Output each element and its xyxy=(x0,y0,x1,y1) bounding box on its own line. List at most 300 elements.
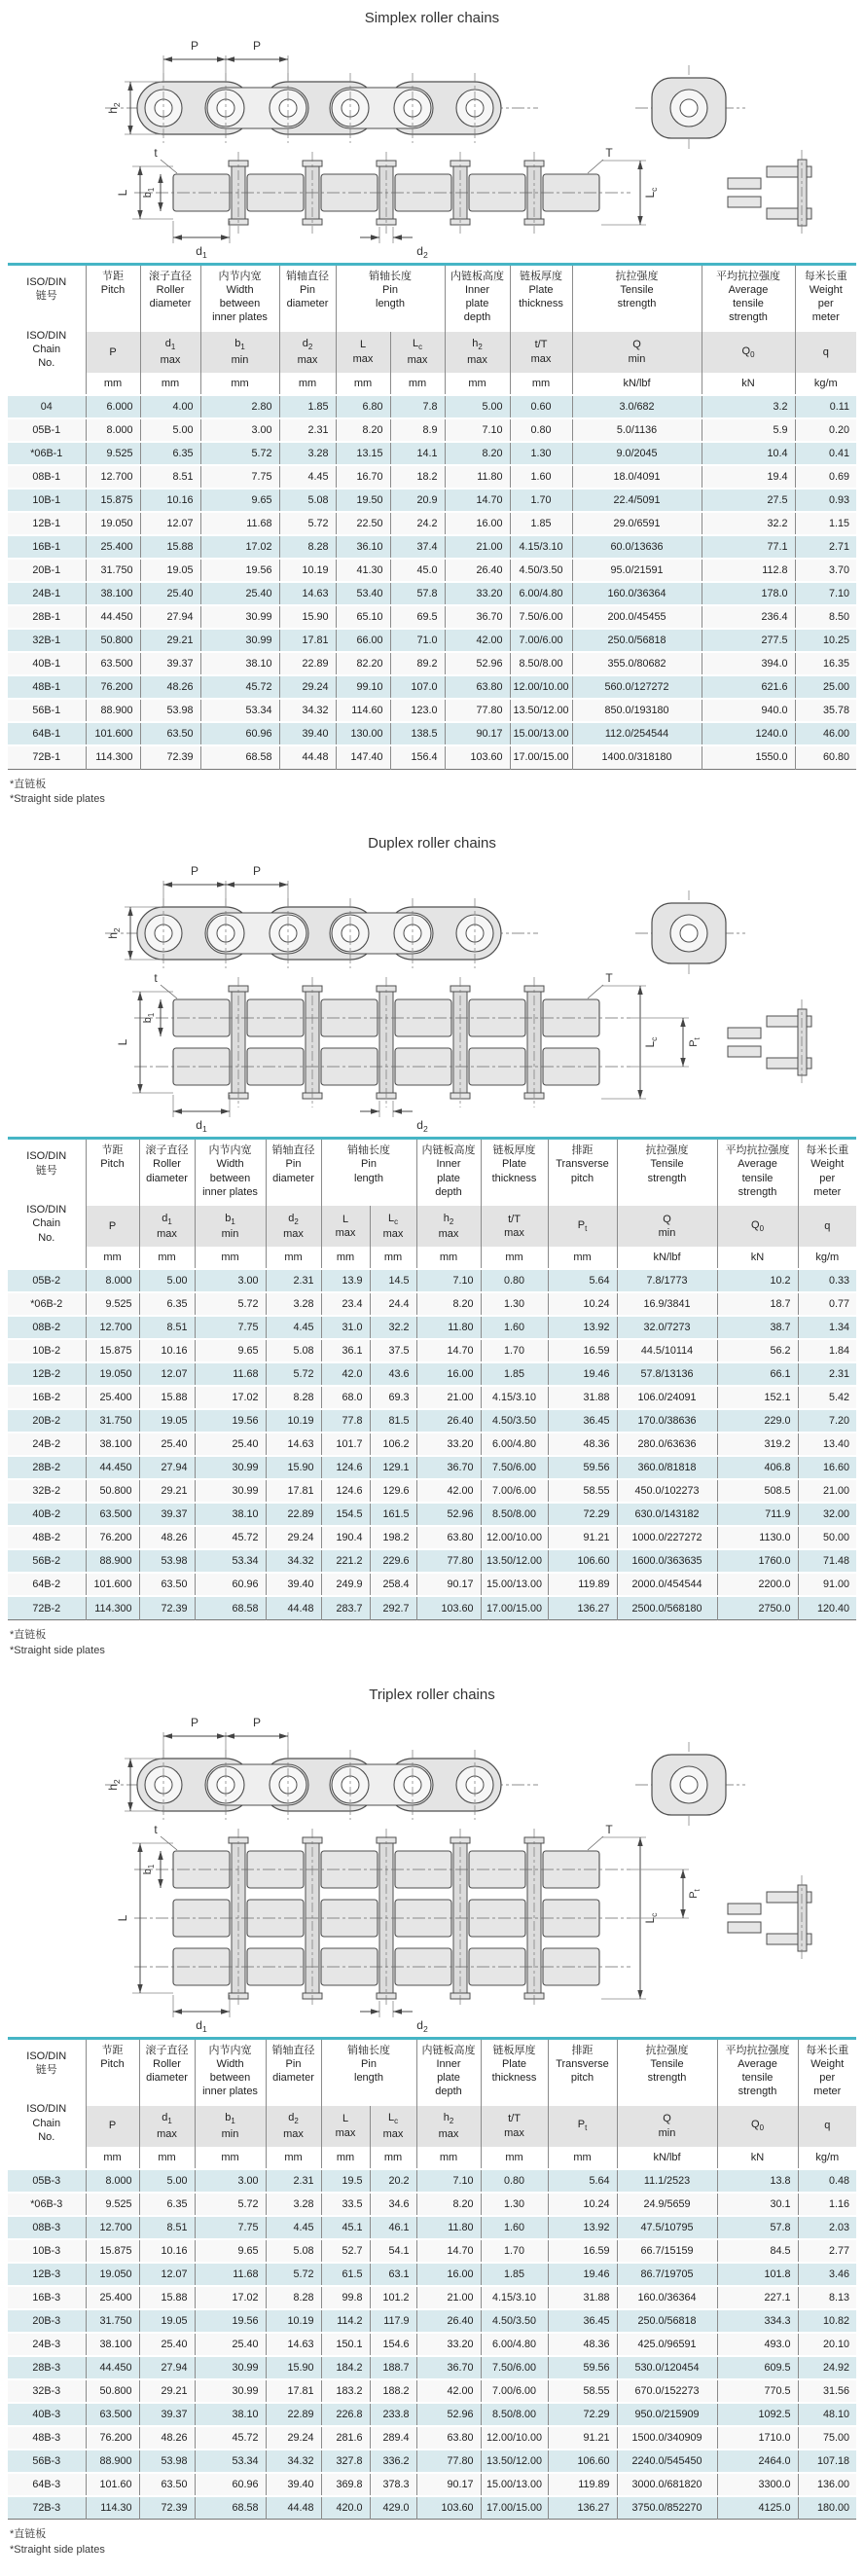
simplex-section xyxy=(0,0,864,825)
cell: 26.40 xyxy=(416,1409,481,1433)
cell: 8.000 xyxy=(86,2169,139,2193)
cell: 32.00 xyxy=(822,1508,849,1521)
table-row xyxy=(8,2263,856,2286)
cell: 21.00 xyxy=(822,1485,849,1498)
simplex-footnotes xyxy=(8,778,856,809)
cell: 450.0/102273 xyxy=(617,1479,717,1503)
symbol-cell: q xyxy=(798,2106,856,2147)
table-row xyxy=(8,2216,856,2239)
cell: 4.45 xyxy=(266,1316,321,1339)
cell: 280.0/63636 xyxy=(617,1433,717,1456)
cell: 114.30 xyxy=(86,2496,139,2520)
cell: 136.27 xyxy=(548,1596,617,1619)
cell: 25.40 xyxy=(195,2333,266,2356)
cell: 72.39 xyxy=(139,1596,195,1619)
cell: 183.2 xyxy=(321,2379,370,2403)
cell: 48B-1 xyxy=(8,675,86,699)
unit-cell: kN/lbf xyxy=(617,2147,717,2169)
table-row xyxy=(8,1409,856,1433)
cell: 101.60 xyxy=(86,2473,139,2496)
cell: 22.89 xyxy=(266,1503,321,1526)
cell: 20B-2 xyxy=(8,1409,86,1433)
cell: 2.03 xyxy=(828,2221,849,2233)
cell: 38.100 xyxy=(86,1433,139,1456)
cell: 91.21 xyxy=(548,1526,617,1549)
table-row xyxy=(8,2309,856,2333)
cell: 63.1 xyxy=(370,2263,416,2286)
cell: 114.60 xyxy=(336,699,390,722)
cell: 5.08 xyxy=(279,489,336,512)
cell: 17.00/15.00 xyxy=(481,1596,548,1619)
cell: 20B-3 xyxy=(8,2309,86,2333)
cell: 850.0/193180 xyxy=(572,699,702,722)
cell: 7.10 xyxy=(416,1269,481,1292)
cell: 53.98 xyxy=(139,1549,195,1573)
col-header-4: 销轴长度 Pin length xyxy=(321,2038,416,2106)
unit-cell: mm xyxy=(266,2147,321,2169)
cell: 11.1/2523 xyxy=(617,2169,717,2193)
dim-label-d1: $d_1$ xyxy=(196,244,207,260)
cell: 86.7/19705 xyxy=(617,2263,717,2286)
table-row xyxy=(8,629,856,652)
cell: 84.5 xyxy=(717,2239,798,2263)
cell: 124.6 xyxy=(321,1456,370,1479)
cell: 227.1 xyxy=(717,2286,798,2309)
cell: 360.0/81818 xyxy=(617,1456,717,1479)
cell: 7.8/1773 xyxy=(617,1269,717,1292)
unit-cell: mm xyxy=(195,1247,266,1269)
simplex-table-host xyxy=(8,263,856,770)
cell: 44.450 xyxy=(86,1456,139,1479)
cell: 30.99 xyxy=(195,1479,266,1503)
cell: 04 xyxy=(8,395,86,418)
cell: 8.20 xyxy=(336,418,390,442)
cell: 72B-3 xyxy=(8,2496,86,2520)
cell: 27.94 xyxy=(140,605,200,629)
triplex-title: Triplex roller chains xyxy=(369,1686,495,1703)
col-header-3: 销轴直径 Pin diameter xyxy=(266,2038,321,2106)
cell: 19.4 xyxy=(702,465,795,489)
cell: 10.4 xyxy=(702,442,795,465)
cell: 69.3 xyxy=(370,1386,416,1409)
symbol-cell: Q min xyxy=(617,2106,717,2147)
cell: 6.35 xyxy=(139,1292,195,1316)
cell: 91.00 xyxy=(822,1578,849,1591)
cell: 5.00 xyxy=(445,395,510,418)
cell: 77.80 xyxy=(416,2449,481,2473)
cell: 57.8/13136 xyxy=(617,1362,717,1386)
cell: 1550.0 xyxy=(702,745,795,769)
cell: 68.0 xyxy=(321,1386,370,1409)
cell: 50.00 xyxy=(822,1532,849,1544)
cell: 29.24 xyxy=(266,2426,321,2449)
dim-label-L: L xyxy=(116,189,129,197)
cell: 1710.0 xyxy=(717,2426,798,2449)
cell: 16.70 xyxy=(336,465,390,489)
side-view xyxy=(116,1823,811,2034)
cell: 3.28 xyxy=(266,1292,321,1316)
cell: 15.00/13.00 xyxy=(481,1573,548,1596)
cell: 101.600 xyxy=(86,1573,139,1596)
cell: 48.10 xyxy=(822,2408,849,2420)
cell: 40B-3 xyxy=(8,2403,86,2426)
unit-cell: kg/m xyxy=(815,1252,840,1264)
col-header-8: 平均抗拉强度 Average tensile strength xyxy=(702,265,795,333)
symbol-cell: $d_2$ max xyxy=(279,332,336,373)
cell: 8.51 xyxy=(140,465,200,489)
cell: 0.80 xyxy=(481,2169,548,2193)
cell: 233.8 xyxy=(370,2403,416,2426)
cell: 21.00 xyxy=(416,2286,481,2309)
triplex-chain-diagram xyxy=(8,1707,856,2035)
cell: 101.2 xyxy=(370,2286,416,2309)
cell: 38.100 xyxy=(86,2333,139,2356)
cell: 60.96 xyxy=(195,2473,266,2496)
cell: 12B-2 xyxy=(8,1362,86,1386)
cell: 0.48 xyxy=(828,2174,849,2187)
table-row xyxy=(8,489,856,512)
unit-cell: kN/lbf xyxy=(572,373,702,395)
cell: 18.2 xyxy=(390,465,445,489)
cell: 52.96 xyxy=(445,652,510,675)
col-header-6: 链板厚度 Plate thickness xyxy=(481,1139,548,1207)
plan-view xyxy=(105,864,745,976)
cell: 6.35 xyxy=(140,442,200,465)
cell: 52.96 xyxy=(416,2403,481,2426)
cell: 319.2 xyxy=(717,1433,798,1456)
symbol-cell: $b_1$ min xyxy=(200,332,279,373)
cell: 12.00/10.00 xyxy=(510,675,572,699)
cell: 1.85 xyxy=(481,2263,548,2286)
cell: 0.80 xyxy=(510,418,572,442)
symbol-cell: P xyxy=(86,332,140,373)
cell: 58.55 xyxy=(548,1479,617,1503)
unit-cell: kg/m xyxy=(813,378,838,389)
cell: 334.3 xyxy=(717,2309,798,2333)
cell: 8.28 xyxy=(266,2286,321,2309)
dim-label-b1: $b_1$ xyxy=(142,187,156,199)
cell: 58.55 xyxy=(548,2379,617,2403)
chain-no-header: ISO/DIN 链号 ISO/DIN Chain No. xyxy=(8,2038,86,2169)
symbol-cell: $b_1$ min xyxy=(195,2106,266,2147)
cell: 24.2 xyxy=(390,512,445,535)
cell: 31.750 xyxy=(86,1409,139,1433)
cell: 10.24 xyxy=(548,2193,617,2216)
cell: 6.00/4.80 xyxy=(510,582,572,605)
col-header-10: 每米长重 Weight per meter xyxy=(806,1144,849,1198)
table-row xyxy=(8,418,856,442)
cell: 17.02 xyxy=(195,2286,266,2309)
cell: 47.5/10795 xyxy=(617,2216,717,2239)
table-row xyxy=(8,1292,856,1316)
cell: 12.700 xyxy=(86,465,140,489)
dim-label-d2: $d_2$ xyxy=(416,1118,428,1135)
cell: 56B-2 xyxy=(8,1549,86,1573)
cell: 106.2 xyxy=(370,1433,416,1456)
cell: 106.60 xyxy=(548,1549,617,1573)
cell: 0.20 xyxy=(828,424,849,436)
cell: 530.0/120454 xyxy=(617,2356,717,2379)
cell: 0.69 xyxy=(828,471,849,483)
cell: 188.2 xyxy=(370,2379,416,2403)
cell: 940.0 xyxy=(702,699,795,722)
cell: 5.72 xyxy=(266,2263,321,2286)
cell: 11.80 xyxy=(416,2216,481,2239)
unit-cell: mm xyxy=(200,373,279,395)
col-header-7: 排距 Transverse pitch xyxy=(548,2038,617,2106)
col-header-6: 链板厚度 Plate thickness xyxy=(510,265,572,333)
cell: 8.000 xyxy=(86,418,140,442)
cell: 1.70 xyxy=(510,489,572,512)
col-header-2: 内节内宽 Width between inner plates xyxy=(195,1139,266,1207)
unit-cell: mm xyxy=(336,373,390,395)
cell: 56B-1 xyxy=(8,699,86,722)
cell: 160.0/36364 xyxy=(572,582,702,605)
cell: 05B-2 xyxy=(8,1269,86,1292)
table-row xyxy=(8,1503,856,1526)
cell: 493.0 xyxy=(717,2333,798,2356)
cell: 8.000 xyxy=(86,1269,139,1292)
cell: 34.32 xyxy=(266,2449,321,2473)
cell: 90.17 xyxy=(416,2473,481,2496)
cell: 38.10 xyxy=(200,652,279,675)
cell: 76.200 xyxy=(86,675,140,699)
cell: 63.80 xyxy=(445,675,510,699)
symbol-cell: $b_1$ min xyxy=(195,1206,266,1247)
cell: 13.9 xyxy=(321,1269,370,1292)
cell: 7.50/6.00 xyxy=(481,2356,548,2379)
cell: 63.500 xyxy=(86,2403,139,2426)
dim-label-pitch: P xyxy=(252,1715,262,1729)
cell: 16B-1 xyxy=(8,535,86,559)
cell: 14.63 xyxy=(266,2333,321,2356)
cell: 64B-2 xyxy=(8,1573,86,1596)
cell: 42.00 xyxy=(416,1479,481,1503)
cell: 226.8 xyxy=(321,2403,370,2426)
cell: 22.50 xyxy=(336,512,390,535)
cell: 12.700 xyxy=(86,1316,139,1339)
table-row xyxy=(8,2356,856,2379)
cell: 25.400 xyxy=(86,535,140,559)
cell: 32B-3 xyxy=(8,2379,86,2403)
dim-label-h2: $h_2$ xyxy=(106,927,122,940)
cell: 14.63 xyxy=(279,582,336,605)
cell: 250.0/56818 xyxy=(617,2309,717,2333)
cell: 10.82 xyxy=(822,2314,849,2327)
cell: 250.0/56818 xyxy=(572,629,702,652)
cell: 5.72 xyxy=(279,512,336,535)
table-row xyxy=(8,745,856,769)
cell: 8.13 xyxy=(828,2291,849,2304)
cell: 4.45 xyxy=(279,465,336,489)
cell: 44.5/10114 xyxy=(617,1339,717,1362)
unit-cell: kN xyxy=(702,373,795,395)
cell: 36.45 xyxy=(548,2309,617,2333)
table-row xyxy=(8,2169,856,2193)
dim-label-d2: $d_2$ xyxy=(416,244,428,260)
cell: 13.92 xyxy=(548,2216,617,2239)
cell: 103.60 xyxy=(416,2496,481,2520)
dim-label-pt: $P_t$ xyxy=(688,1037,702,1048)
cell: 12.07 xyxy=(139,2263,195,2286)
cell: 1400.0/318180 xyxy=(572,745,702,769)
cell: 26.40 xyxy=(445,559,510,582)
cell: 16.60 xyxy=(822,1462,849,1474)
cell: 8.50/8.00 xyxy=(510,652,572,675)
cell: 5.72 xyxy=(200,442,279,465)
cell: 19.050 xyxy=(86,2263,139,2286)
cell: 7.20 xyxy=(828,1415,849,1428)
cell: 103.60 xyxy=(416,1596,481,1619)
unit-cell: mm xyxy=(195,2147,266,2169)
cell: 50.800 xyxy=(86,629,140,652)
cell: 63.50 xyxy=(139,1573,195,1596)
cell: 91.21 xyxy=(548,2426,617,2449)
col-header-1: 滚子直径 Roller diameter xyxy=(139,1139,195,1207)
cell: 112.8 xyxy=(702,559,795,582)
cell: 12.07 xyxy=(140,512,200,535)
cell: 76.200 xyxy=(86,2426,139,2449)
cell: 42.00 xyxy=(416,2379,481,2403)
cell: 3.00 xyxy=(200,418,279,442)
cell: 33.5 xyxy=(321,2193,370,2216)
cell: 63.50 xyxy=(140,722,200,745)
cell: 14.63 xyxy=(266,1433,321,1456)
cell: 32.2 xyxy=(702,512,795,535)
cell: 394.0 xyxy=(702,652,795,675)
cell: 170.0/38636 xyxy=(617,1409,717,1433)
cell: 30.99 xyxy=(195,2356,266,2379)
cell: 178.0 xyxy=(702,582,795,605)
table-row xyxy=(8,582,856,605)
cell: 1130.0 xyxy=(717,1526,798,1549)
duplex-table xyxy=(8,1137,856,1620)
dim-label-lc: $L_c$ xyxy=(643,1036,659,1048)
cell: 27.94 xyxy=(139,2356,195,2379)
unit-cell: mm xyxy=(390,373,445,395)
cell: 19.050 xyxy=(86,1362,139,1386)
cell: 48.36 xyxy=(548,2333,617,2356)
cell: 1.70 xyxy=(481,2239,548,2263)
col-header-3: 销轴直径 Pin diameter xyxy=(279,265,336,333)
cell: 32.2 xyxy=(370,1316,416,1339)
cell: 123.0 xyxy=(390,699,445,722)
cell: 68.58 xyxy=(200,745,279,769)
cell: 7.75 xyxy=(200,465,279,489)
cell: 60.96 xyxy=(195,1573,266,1596)
cell: 13.15 xyxy=(336,442,390,465)
cell: 101.7 xyxy=(321,1433,370,1456)
cell: 31.750 xyxy=(86,2309,139,2333)
cell: 7.00/6.00 xyxy=(510,629,572,652)
col-header-0: 节距 Pitch xyxy=(86,2038,139,2106)
cell: 378.3 xyxy=(370,2473,416,2496)
cell: 16.59 xyxy=(548,2239,617,2263)
cell: 39.37 xyxy=(139,1503,195,1526)
dim-label-pt: $P_t$ xyxy=(688,1888,702,1899)
footnote-cn: *直链板 xyxy=(10,778,47,790)
cell: 101.8 xyxy=(717,2263,798,2286)
footnote-en: *Straight side plates xyxy=(10,1644,105,1656)
cell: 72.29 xyxy=(548,1503,617,1526)
cell: 20.9 xyxy=(390,489,445,512)
cell: 23.4 xyxy=(321,1292,370,1316)
cell: 12.07 xyxy=(139,1362,195,1386)
cell: 34.6 xyxy=(370,2193,416,2216)
cell: 15.875 xyxy=(86,489,140,512)
cell: 22.89 xyxy=(279,652,336,675)
table-row xyxy=(8,1573,856,1596)
cell: 99.8 xyxy=(321,2286,370,2309)
dim-label-d2: $d_2$ xyxy=(416,2017,428,2034)
table-row xyxy=(8,1269,856,1292)
cell: 64B-3 xyxy=(8,2473,86,2496)
cell: 60.80 xyxy=(822,751,849,764)
cell: 5.08 xyxy=(266,1339,321,1362)
cell: 22.89 xyxy=(266,2403,321,2426)
cell: *06B-2 xyxy=(8,1292,86,1316)
cell: 24B-2 xyxy=(8,1433,86,1456)
cell: 15.90 xyxy=(266,1456,321,1479)
unit-cell: kN/lbf xyxy=(617,1247,717,1269)
symbol-cell: $d_2$ max xyxy=(266,1206,321,1247)
cell: 5.9 xyxy=(702,418,795,442)
cell: 119.89 xyxy=(548,1573,617,1596)
dim-label-lc: $L_c$ xyxy=(643,1912,659,1924)
cell: 198.2 xyxy=(370,1526,416,1549)
cell: 5.00 xyxy=(139,2169,195,2193)
unit-cell: mm xyxy=(481,2147,548,2169)
unit-cell: mm xyxy=(416,2147,481,2169)
cell: 19.05 xyxy=(139,2309,195,2333)
cell: 5.08 xyxy=(266,2239,321,2263)
cell: 63.500 xyxy=(86,1503,139,1526)
cell: 2240.0/545450 xyxy=(617,2449,717,2473)
cell: 35.78 xyxy=(822,705,849,716)
cell: 38.7 xyxy=(717,1316,798,1339)
cell: 221.2 xyxy=(321,1549,370,1573)
cell: 13.40 xyxy=(822,1438,849,1451)
cell: 2.31 xyxy=(266,1269,321,1292)
cell: 17.00/15.00 xyxy=(510,745,572,769)
cell: 1500.0/340909 xyxy=(617,2426,717,2449)
symbol-cell: $Q_0$ xyxy=(717,2106,798,2147)
cell: 1.15 xyxy=(828,518,849,529)
cell: 77.80 xyxy=(445,699,510,722)
cell: 13.50/12.00 xyxy=(481,1549,548,1573)
cell: 19.50 xyxy=(336,489,390,512)
cell: 25.400 xyxy=(86,2286,139,2309)
col-header-2: 内节内宽 Width between inner plates xyxy=(200,265,279,333)
cell: 66.7/15159 xyxy=(617,2239,717,2263)
cell: 11.68 xyxy=(200,512,279,535)
cell: 1.70 xyxy=(481,1339,548,1362)
cell: 18.0/4091 xyxy=(572,465,702,489)
cell: 33.20 xyxy=(416,1433,481,1456)
duplex-chain-diagram xyxy=(8,855,856,1135)
cell: 249.9 xyxy=(321,1573,370,1596)
symbol-cell: L max xyxy=(336,332,390,373)
cell: 4.45 xyxy=(266,2216,321,2239)
cell: 4125.0 xyxy=(717,2496,798,2520)
unit-cell: mm xyxy=(370,2147,416,2169)
cell: 12.700 xyxy=(86,2216,139,2239)
cell: 40B-1 xyxy=(8,652,86,675)
cell: 48.26 xyxy=(140,675,200,699)
symbol-cell: t/T max xyxy=(481,2106,548,2147)
cell: 10.19 xyxy=(279,559,336,582)
cell: 13.8 xyxy=(717,2169,798,2193)
